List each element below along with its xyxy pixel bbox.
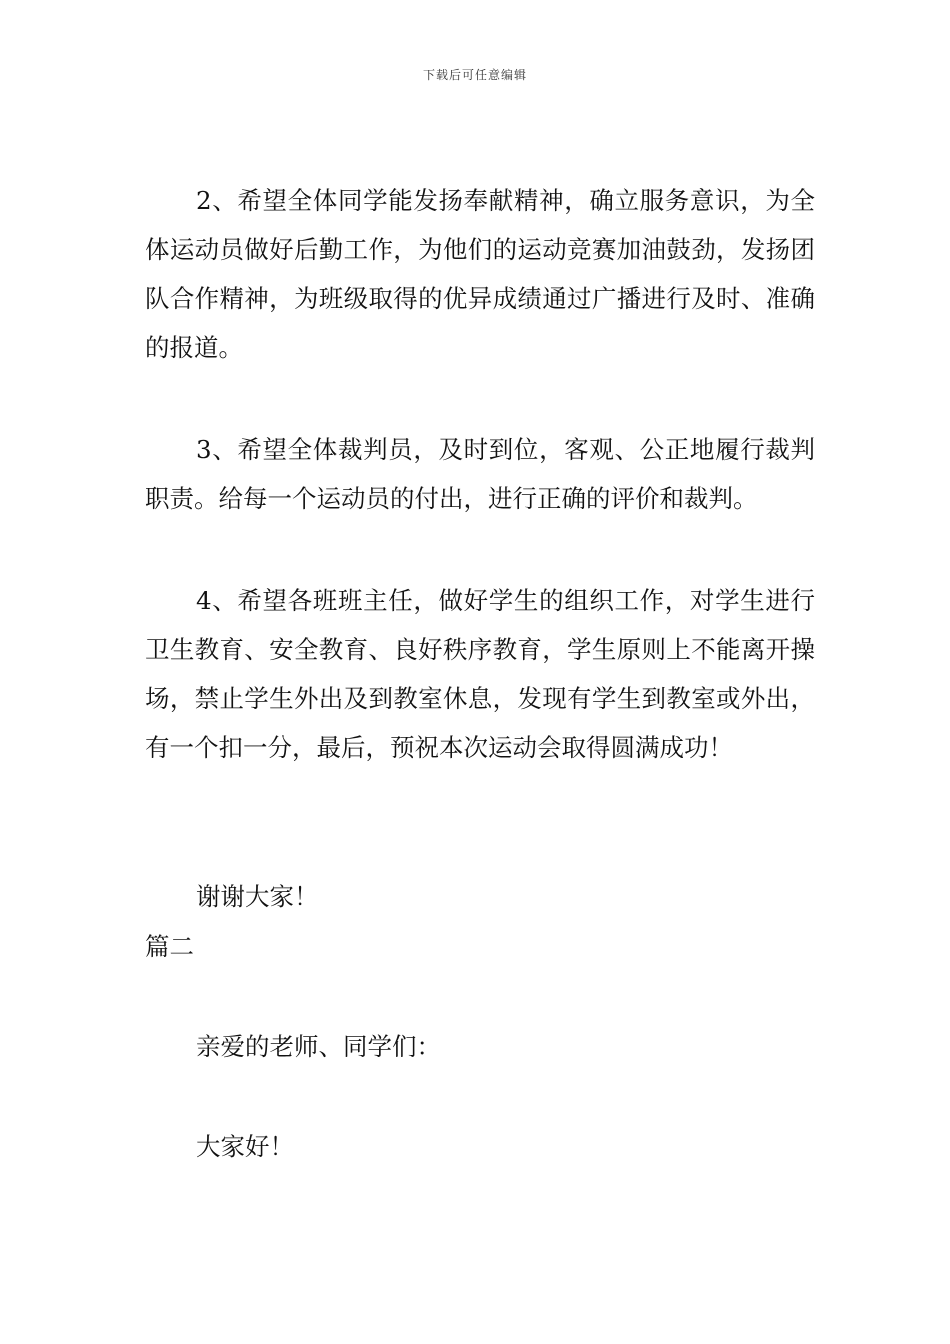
salutation-line: 亲爱的老师、同学们： [196, 1032, 441, 1061]
thanks-line: 谢谢大家！ [196, 882, 319, 911]
greeting-line: 大家好！ [196, 1132, 294, 1161]
paragraph-item-2: 2、希望全体同学能发扬奉献精神，确立服务意识，为全体运动员做好后勤工作，为他们的运动竞赛加油鼓劲，发扬团队合作精神，为班级取得的优异成绩通过广播进行及时、准确的报道。 [145, 186, 815, 362]
section-heading: 篇二 [145, 932, 194, 961]
paragraph-item-4: 4、希望各班班主任，做好学生的组织工作，对学生进行卫生教育、安全教育、良好秩序教育，学生原则上不能离开操场，禁止学生外出及到教室休息，发现有学生到教室或外出，有一个扣一分，最后，预祝本次运动会取得圆满成功！ [145, 586, 815, 762]
page-header: 下载后可任意编辑 [422, 68, 527, 82]
paragraph-item-3: 3、希望全体裁判员，及时到位，客观、公正地履行裁判职责。给每一个运动员的付出，进行正确的评价和裁判。 [145, 435, 815, 513]
